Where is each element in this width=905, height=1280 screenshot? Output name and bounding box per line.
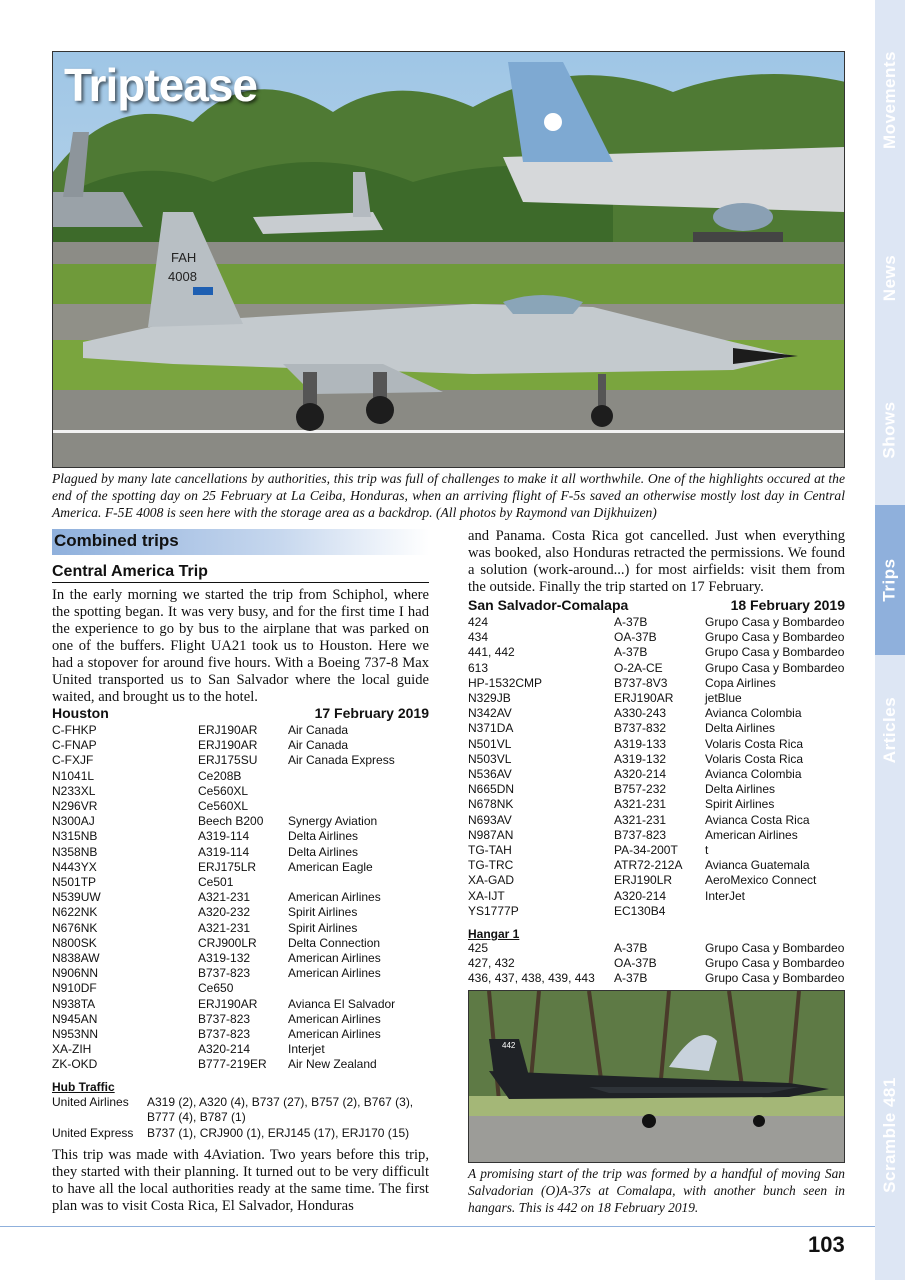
type-cell: Ce501 bbox=[198, 875, 234, 890]
operator-cell: AeroMexico Connect bbox=[705, 873, 817, 888]
type-cell: A-37B bbox=[614, 941, 648, 955]
san-salvador-log-table bbox=[468, 615, 845, 919]
hub-airline: United Express bbox=[52, 1126, 134, 1140]
table-row bbox=[52, 738, 429, 753]
type-cell: A319-114 bbox=[198, 829, 250, 844]
table-row bbox=[52, 723, 429, 738]
type-cell: A319-114 bbox=[198, 844, 250, 859]
intro-paragraph: In the early morning we started the trip from Schiphol, where the spotting began. It was very busy, and for the first time I had the experience to go by bus to the airplane that was parked on one of the buffers. Flight UA21 took us to Houston. Here we had a stopover for around five hours. With a Boeing 737-8 Max United transported us to San Salvador where the local guide waited, and brought us to the hotel. bbox=[52, 587, 429, 705]
type-cell: ERJ190AR bbox=[614, 691, 674, 706]
registration-cell: N800SK bbox=[52, 935, 97, 950]
type-cell: A320-214 bbox=[198, 1042, 251, 1057]
operator-cell: t bbox=[705, 843, 709, 858]
operator-cell: Grupo Casa y Bombardeo bbox=[705, 956, 845, 971]
operator-cell: Spirit Airlines bbox=[705, 797, 775, 812]
type-cell: ERJ190LR bbox=[614, 873, 673, 888]
tab-trips[interactable]: Trips bbox=[875, 505, 905, 655]
registration-cell: N300AJ bbox=[52, 814, 95, 829]
registration-cell: N678NK bbox=[468, 797, 514, 812]
table-row bbox=[52, 951, 429, 966]
type-cell: Ce560XL bbox=[198, 783, 249, 798]
table-row bbox=[468, 691, 845, 706]
table-row bbox=[468, 956, 845, 971]
footer-rule bbox=[0, 1226, 875, 1227]
hub-traffic-title: Hub Traffic bbox=[52, 1080, 115, 1094]
registration-cell: XA-ZIH bbox=[52, 1042, 92, 1057]
registration-cell: 436, 437, 438, 439, 443 bbox=[468, 971, 595, 986]
a37-photo bbox=[468, 990, 845, 1163]
registration-cell: N945AN bbox=[52, 1011, 98, 1026]
registration-cell: N443YX bbox=[52, 859, 97, 874]
registration-cell: 441, 442 bbox=[468, 645, 515, 660]
operator-cell: jetBlue bbox=[705, 691, 742, 706]
type-cell: B737-832 bbox=[614, 721, 667, 736]
operator-cell: Grupo Casa y Bombardeo bbox=[705, 615, 845, 629]
hub-row bbox=[52, 1126, 429, 1141]
registration-cell: N906NN bbox=[52, 966, 99, 981]
table-row bbox=[468, 889, 845, 904]
table-row bbox=[52, 966, 429, 981]
operator-cell: Air Canada bbox=[288, 723, 349, 737]
hub-row bbox=[52, 1095, 429, 1125]
type-cell: CRJ900LR bbox=[198, 935, 257, 950]
operator-cell: Spirit Airlines bbox=[288, 905, 358, 920]
table-row bbox=[468, 813, 845, 828]
houston-date: 17 February 2019 bbox=[314, 705, 429, 721]
registration-cell: N296VR bbox=[52, 799, 98, 814]
registration-cell: N622NK bbox=[52, 905, 98, 920]
operator-cell: Grupo Casa y Bombardeo bbox=[705, 645, 845, 660]
type-cell: OA-37B bbox=[614, 630, 657, 645]
registration-cell: N503VL bbox=[468, 751, 512, 766]
table-row bbox=[468, 767, 845, 782]
operator-cell: American Airlines bbox=[288, 951, 381, 966]
registration-cell: N329JB bbox=[468, 691, 511, 706]
table-row bbox=[52, 1042, 429, 1057]
section-tab-strip bbox=[875, 0, 905, 1280]
table-row bbox=[468, 615, 845, 630]
type-cell: A319-132 bbox=[198, 951, 251, 966]
table-row bbox=[52, 814, 429, 829]
operator-cell: American Airlines bbox=[288, 1011, 381, 1026]
operator-cell: Air Canada Express bbox=[288, 753, 395, 768]
operator-cell: Avianca Guatemala bbox=[705, 858, 810, 873]
registration-cell: N665DN bbox=[468, 782, 515, 797]
registration-cell: HP-1532CMP bbox=[468, 675, 543, 690]
table-row bbox=[52, 875, 429, 890]
registration-cell: 427, 432 bbox=[468, 956, 515, 971]
registration-cell: TG-TAH bbox=[468, 843, 512, 858]
registration-cell: C-FNAP bbox=[52, 738, 97, 753]
hub-mix: A319 (2), A320 (4), B737 (27), B757 (2), B767 (3), B777 (4), B787 (1) bbox=[147, 1095, 414, 1124]
table-row bbox=[468, 941, 845, 956]
table-row bbox=[468, 782, 845, 797]
table-row bbox=[468, 858, 845, 873]
operator-cell: Synergy Aviation bbox=[288, 814, 378, 829]
operator-cell bbox=[288, 784, 429, 799]
type-cell: B737-8V3 bbox=[614, 675, 668, 690]
operator-cell: Delta Airlines bbox=[288, 844, 359, 859]
operator-cell: Grupo Casa y Bombardeo bbox=[705, 971, 845, 986]
table-row bbox=[52, 981, 429, 996]
registration-cell: 424 bbox=[468, 615, 489, 629]
page-title: Triptease bbox=[64, 59, 257, 111]
table-row bbox=[468, 645, 845, 660]
tab-issue: Scramble 481 bbox=[880, 1077, 900, 1193]
operator-cell bbox=[288, 799, 429, 814]
type-cell: B737-823 bbox=[198, 1011, 251, 1026]
operator-cell: American Eagle bbox=[288, 859, 373, 874]
hub-airline: United Airlines bbox=[52, 1095, 129, 1109]
san-salvador-date: 18 February 2019 bbox=[730, 597, 845, 613]
type-cell: A-37B bbox=[614, 645, 648, 660]
hero-caption: Plagued by many late cancellations by authorities, this trip was full of challenges to make it all worthwhile. One of the highlights occured at the end of the spotting day on 25 February at La Ceiba, Honduras, when an arriving flight of F-5s saved an otherwise mostly lost day in Central America. F-5E 4008 is seen here with the storage area as a backdrop. (All photos by Raymond van Dijkhuizen) bbox=[52, 471, 845, 520]
operator-cell: Grupo Casa y Bombardeo bbox=[705, 630, 845, 645]
table-row bbox=[52, 1012, 429, 1027]
tab-news[interactable]: News bbox=[880, 254, 900, 301]
type-cell: ERJ190AR bbox=[198, 738, 258, 753]
table-row bbox=[468, 630, 845, 645]
section-heading: Combined trips bbox=[52, 529, 429, 555]
table-row bbox=[52, 753, 429, 768]
operator-cell: Air New Zealand bbox=[288, 1057, 377, 1072]
registration-cell: N938TA bbox=[52, 996, 96, 1011]
operator-cell: InterJet bbox=[705, 888, 746, 903]
operator-cell: Volaris Costa Rica bbox=[705, 736, 804, 751]
operator-cell bbox=[705, 904, 845, 919]
registration-cell: N838AW bbox=[52, 951, 100, 966]
planning-paragraph: This trip was made with 4Aviation. Two years before this trip, they started with their planning. It turned out to be very difficult to have all the local authorities ready at the same time. The first plan was to visit Costa Rica, El Salvador, Honduras bbox=[52, 1147, 429, 1214]
registration-cell: N536AV bbox=[468, 767, 512, 782]
table-row bbox=[468, 737, 845, 752]
registration-cell: N953NN bbox=[52, 1027, 99, 1042]
operator-cell: Volaris Costa Rica bbox=[705, 751, 804, 766]
table-row bbox=[468, 904, 845, 919]
registration-cell: N315NB bbox=[52, 829, 98, 844]
tab-movements[interactable]: Movements bbox=[880, 50, 899, 150]
type-cell: ERJ190AR bbox=[198, 723, 258, 737]
registration-cell: XA-GAD bbox=[468, 873, 515, 888]
hangar-title: Hangar 1 bbox=[468, 927, 520, 941]
san-salvador-header bbox=[468, 597, 845, 613]
table-row bbox=[468, 971, 845, 986]
operator-cell: Delta Connection bbox=[288, 935, 381, 950]
type-cell: Ce560XL bbox=[198, 799, 249, 814]
operator-cell: Avianca Costa Rica bbox=[705, 812, 810, 827]
table-row bbox=[468, 828, 845, 843]
type-cell: A319-132 bbox=[614, 751, 667, 766]
table-row bbox=[468, 661, 845, 676]
operator-cell: Grupo Casa y Bombardeo bbox=[705, 660, 845, 675]
type-cell: B737-823 bbox=[198, 1027, 251, 1042]
operator-cell: Grupo Casa y Bombardeo bbox=[705, 941, 845, 955]
registration-cell: C-FXJF bbox=[52, 753, 94, 768]
table-row bbox=[52, 1057, 429, 1072]
type-cell: A320-214 bbox=[614, 888, 667, 903]
registration-cell: N342AV bbox=[468, 706, 512, 721]
type-cell: PA-34-200T bbox=[614, 843, 678, 858]
type-cell: ERJ175LR bbox=[198, 859, 257, 874]
registration-cell: N987AN bbox=[468, 827, 514, 842]
registration-cell: N501VL bbox=[468, 736, 512, 751]
registration-cell: TG-TRC bbox=[468, 858, 514, 873]
table-row bbox=[468, 873, 845, 888]
table-row bbox=[52, 769, 429, 784]
houston-place: Houston bbox=[52, 705, 109, 721]
table-row bbox=[468, 721, 845, 736]
registration-cell: XA-IJT bbox=[468, 888, 505, 903]
hero-serial-number: 4008 bbox=[168, 269, 197, 284]
operator-cell: Delta Airlines bbox=[705, 782, 776, 797]
table-row bbox=[468, 752, 845, 767]
type-cell: A320-232 bbox=[198, 905, 251, 920]
hero-photo bbox=[52, 51, 845, 468]
table-row bbox=[52, 921, 429, 936]
table-row bbox=[52, 799, 429, 814]
type-cell: EC130B4 bbox=[614, 903, 666, 918]
registration-cell: 434 bbox=[468, 630, 489, 645]
continuation-paragraph: and Panama. Costa Rica got cancelled. Just when everything was booked, also Honduras retracted the permissions. We found a solution (work-around...) for most airfields: visit them from the outside. Finally the trip started on 17 February. bbox=[468, 528, 845, 595]
type-cell: Ce208B bbox=[198, 768, 242, 783]
photo2-serial: 442 bbox=[502, 1041, 516, 1050]
san-salvador-place: San Salvador-Comalapa bbox=[468, 597, 629, 613]
type-cell: B737-823 bbox=[614, 827, 667, 842]
type-cell: A321-231 bbox=[198, 890, 251, 905]
tab-shows[interactable]: Shows bbox=[880, 401, 900, 459]
type-cell: B777-219ER bbox=[198, 1057, 267, 1072]
type-cell: A330-243 bbox=[614, 706, 667, 721]
type-cell: Beech B200 bbox=[198, 814, 264, 829]
operator-cell: American Airlines bbox=[288, 890, 381, 905]
operator-cell: American Airlines bbox=[288, 966, 381, 981]
operator-cell: Avianca Colombia bbox=[705, 706, 802, 721]
type-cell: A-37B bbox=[614, 615, 648, 629]
operator-cell: Air Canada bbox=[288, 738, 349, 753]
table-row bbox=[468, 676, 845, 691]
table-row bbox=[52, 890, 429, 905]
registration-cell: N371DA bbox=[468, 721, 514, 736]
type-cell: O-2A-CE bbox=[614, 660, 663, 675]
registration-cell: N693AV bbox=[468, 812, 512, 827]
type-cell: ERJ175SU bbox=[198, 753, 258, 768]
table-row bbox=[468, 797, 845, 812]
table-row bbox=[52, 845, 429, 860]
operator-cell: Delta Airlines bbox=[288, 829, 359, 844]
type-cell: A321-231 bbox=[614, 797, 667, 812]
table-row bbox=[52, 829, 429, 844]
a37-caption: A promising start of the trip was formed by a handful of moving San Salvadorian (O)A-37s at Comalapa, with another bunch seen in hangars. This is 442 on 18 February 2019. bbox=[468, 1166, 845, 1215]
table-row bbox=[52, 860, 429, 875]
operator-cell: Copa Airlines bbox=[705, 675, 776, 690]
operator-cell: Avianca El Salvador bbox=[288, 996, 396, 1011]
operator-cell bbox=[288, 769, 429, 784]
type-cell: A321-231 bbox=[198, 920, 251, 935]
houston-log-table bbox=[52, 723, 429, 1073]
article-title: Central America Trip bbox=[52, 563, 429, 583]
page-number: 103 bbox=[808, 1232, 845, 1257]
registration-cell: N910DF bbox=[52, 981, 97, 996]
registration-cell: N676NK bbox=[52, 920, 98, 935]
registration-cell: 613 bbox=[468, 660, 489, 675]
registration-cell: 425 bbox=[468, 941, 489, 955]
type-cell: OA-37B bbox=[614, 956, 657, 971]
type-cell: A320-214 bbox=[614, 767, 667, 782]
operator-cell: Avianca Colombia bbox=[705, 767, 802, 782]
operator-cell: Interjet bbox=[288, 1042, 325, 1057]
operator-cell bbox=[288, 875, 429, 890]
hero-serial-top: FAH bbox=[171, 250, 197, 265]
registration-cell: N358NB bbox=[52, 844, 98, 859]
registration-cell: C-FHKP bbox=[52, 723, 97, 737]
houston-header bbox=[52, 705, 429, 721]
registration-cell: N539UW bbox=[52, 890, 101, 905]
type-cell: Ce650 bbox=[198, 981, 234, 996]
tab-articles[interactable]: Articles bbox=[880, 696, 899, 764]
type-cell: A321-231 bbox=[614, 812, 667, 827]
table-row bbox=[468, 706, 845, 721]
table-row bbox=[52, 1027, 429, 1042]
operator-cell: American Airlines bbox=[288, 1027, 381, 1042]
operator-cell: Delta Airlines bbox=[705, 721, 776, 736]
type-cell: ERJ190AR bbox=[198, 996, 258, 1011]
registration-cell: N1041L bbox=[52, 768, 95, 783]
type-cell: ATR72-212A bbox=[614, 858, 683, 873]
operator-cell: American Airlines bbox=[705, 827, 798, 842]
operator-cell bbox=[288, 981, 429, 996]
table-row bbox=[52, 936, 429, 951]
table-row bbox=[468, 843, 845, 858]
type-cell: B757-232 bbox=[614, 782, 667, 797]
table-row bbox=[52, 784, 429, 799]
type-cell: A319-133 bbox=[614, 736, 667, 751]
type-cell: B737-823 bbox=[198, 966, 251, 981]
type-cell: A-37B bbox=[614, 971, 648, 986]
table-row bbox=[52, 905, 429, 920]
table-row bbox=[52, 997, 429, 1012]
registration-cell: N233XL bbox=[52, 783, 96, 798]
operator-cell: Spirit Airlines bbox=[288, 920, 358, 935]
registration-cell: ZK-OKD bbox=[52, 1057, 98, 1072]
hangar-log-table bbox=[468, 941, 845, 987]
registration-cell: N501TP bbox=[52, 875, 97, 890]
registration-cell: YS1777P bbox=[468, 903, 519, 918]
hub-mix: B737 (1), CRJ900 (1), ERJ145 (17), ERJ170 (15) bbox=[147, 1126, 410, 1140]
